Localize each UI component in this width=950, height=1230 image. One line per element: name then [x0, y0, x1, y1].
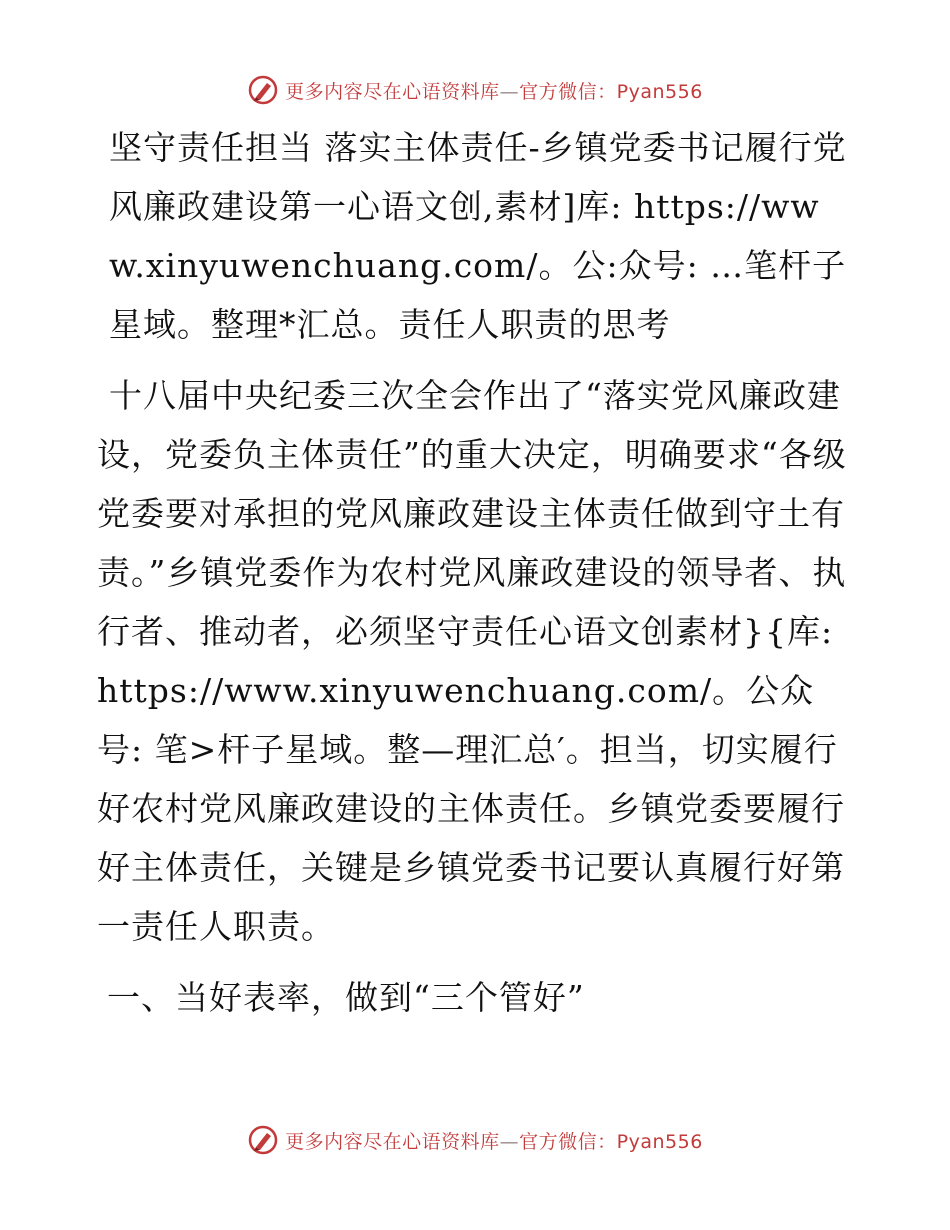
- section-heading: 一、当好表率，做到“三个管好”: [107, 978, 585, 1017]
- pen-logo-icon: [247, 74, 279, 106]
- header-watermark-banner: [0, 70, 950, 110]
- banner-main-text: 更多内容尽在心语资料库: [285, 1130, 500, 1153]
- document-body: [97, 118, 849, 1027]
- footer-watermark-banner: [0, 1120, 950, 1160]
- paragraph-text: 十八届中央纪委三次全会作出了“落实党风廉政建设，党委负主体责任”的重大决定，明确要求“各级党委要对承担的党风廉政建设主体责任做到守土有责。”乡镇党委作为农村党风廉政建设的领导者、执行者、推动者，必须坚守责任心语文创素材}{库: https://www.xinyuwenchuang.com/。公众号: 笔>杆子星域。整—理汇总′。担当，切实履行好农村党风廉政建设的主体责任。乡镇党委要履行好主体责任，关键是乡镇党委书记要认真履行好第一责任人职责。: [97, 376, 847, 946]
- banner-dash: —: [499, 80, 520, 103]
- document-paragraph: [97, 366, 849, 956]
- banner-main-text: 更多内容尽在心语资料库: [285, 80, 500, 103]
- banner-text: [285, 1127, 703, 1154]
- banner-wechat-text: 官方微信：Pyan556: [519, 80, 703, 103]
- banner-text: [285, 77, 703, 104]
- banner-dash: —: [499, 1130, 520, 1153]
- banner-wechat-text: 官方微信：Pyan556: [519, 1130, 703, 1153]
- document-title: 坚守责任担当 落实主体责任-乡镇党委书记履行党风廉政建设第一心语文创,素材]库: https://www.xinyuwenchuang.com/。公:众号: …笔杆子星域。整理*汇总。责任人职责的思考: [109, 128, 847, 344]
- pen-logo-icon: [247, 1124, 279, 1156]
